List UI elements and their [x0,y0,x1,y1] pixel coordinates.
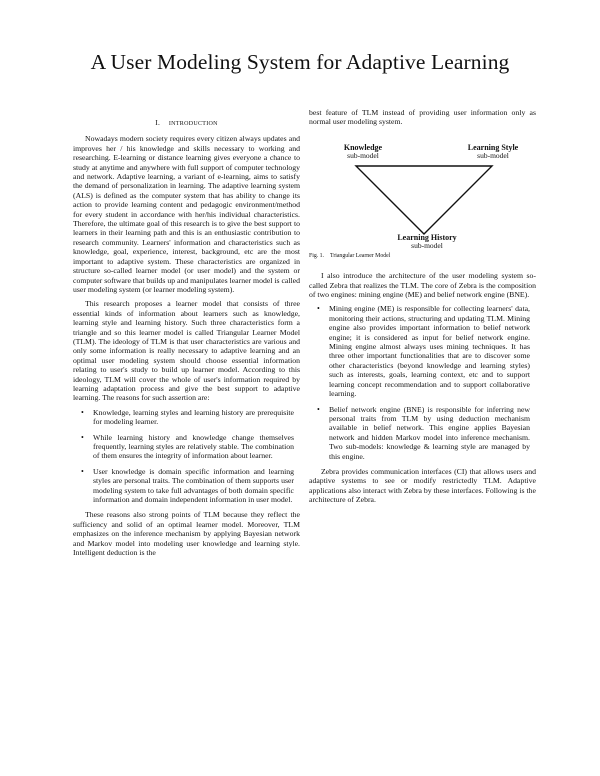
left-column [73,108,300,562]
list-item: • Knowledge, learning styles and learning history are prerequisite for modeling learner. [93,408,300,427]
paragraph: best feature of TLM instead of providing user information only as normal user modeling system. [309,108,536,127]
node-subtitle: sub-model [411,241,443,251]
node-title: Learning History [397,232,457,242]
list-item: • While learning history and knowledge change themselves frequently, learning styles are relatively stable. The combination of them ensures the integrity of information about learner. [93,433,300,461]
paragraph: This research proposes a learner model that consists of three essential kinds of information about learners such as knowledge, learning style and learning history. Such three characteristics form a triangle and so this learner model is called Triangular Learner Model (TLM). The ideology of TLM is that user characteristics are various and only some information is really necessary to adaptive learning and an optimal user modeling system should choose essential information relating to user's study to build up learner model. According to this ideology, TLM will cover the whole of user's information required by learning adaptation process and give the best support to adaptive learning. The reasons for such assertion are: [73,299,300,403]
list-item: • Belief network engine (BNE) is responsible for inferring new personal traits from TLM by using deduction mechanism available in belief network. This engine applies Bayesian network and hidden Markov model into inference mechanism. Two sub-models: knowledge & learning style are managed by this engine. [329,405,536,461]
figure-caption [309,252,536,261]
paragraph: I also introduce the architecture of the user modeling system so-called Zebra that realizes the TLM. The core of Zebra is the composition of two engines: mining engine (ME) and belief network engine (BNE). [309,271,536,300]
caption-text: Triangular Learner Model [329,252,391,259]
paragraph: These reasons also strong points of TLM because they reflect the sufficiency and solid of an optimal learner model. Moreover, TLM emphasizes on the inference mechanism by applying Bayesian network and Markov model into modeling user knowledge and learning style. Intelligent deduction is the [73,510,300,558]
paragraph: Zebra provides communication interfaces (CI) that allows users and adaptive systems to see or modify restrictedly TLM. Adaptive applications also interact with Zebra by these interfaces. Following is the architecture of Zebra. [309,466,536,505]
paragraph: Nowadays modern society requires every citizen always updates and improves her / his knowledge and skills necessary to working and researching. E-learning or distance learning gives everyone a chance to study at anytime and anywhere with full support of computer technology and network. Adaptive learning, a variant of e-learning, aims to satisfy the demand of personalization in learning. The adaptive learning system (ALS) is defined as the computer system that has ability to change its action to provide learning content and pedagogic environment/method for every student in accordance with her/his individual characteristics. Therefore, the ultimate goal of this research is to give the best support to learners in their learning path and this is an enthusiastic contribution to research community. Learners' information and characteristics such as knowledge, goal, experience, interest, background, etc are the most important to adaptive system. These characteristics are organized in structure so-called learner model (or user model) and the system or computer software that builds up and manipulates learner model is called user modeling system (or learner modeling system). [73,134,300,294]
triangle-shape [356,166,492,234]
node-learning-history [379,234,475,251]
node-title: Learning Style [467,142,519,152]
list-item: • User knowledge is domain specific information and learning styles are personal traits. The combination of them supports user modeling system to take full advantages of both domain specific information and domain independent information in user model. [93,467,300,505]
section-heading [73,118,300,129]
right-column [309,108,536,510]
node-knowledge [323,144,403,161]
bullet-list [309,304,536,461]
node-subtitle: sub-model [477,151,509,161]
node-title: Knowledge [343,142,383,152]
figure-triangular-learner-model [309,132,536,250]
list-item: • Mining engine (ME) is responsible for collecting learners' data, monitoring their actions, structuring and updating TLM. Mining engine also provides important information to belief network engine; it is considered as input for belief network engine. Mining engine almost always uses mining techniques. It has three other important functionalities that are to discover some other characteristics (beyond knowledge and learning styles) such as interests, goals, learning context, etc and to support learning concept recommendation and to support collaborative learning. [329,304,536,398]
node-subtitle: sub-model [347,151,379,161]
section-name: INTRODUCTION [168,121,218,127]
paper-title: A User Modeling System for Adaptive Learning [90,50,510,74]
caption-label: Fig. 1. [309,252,324,259]
section-number: I. [155,118,161,127]
bullet-list [73,408,300,505]
node-learning-style [448,144,538,161]
